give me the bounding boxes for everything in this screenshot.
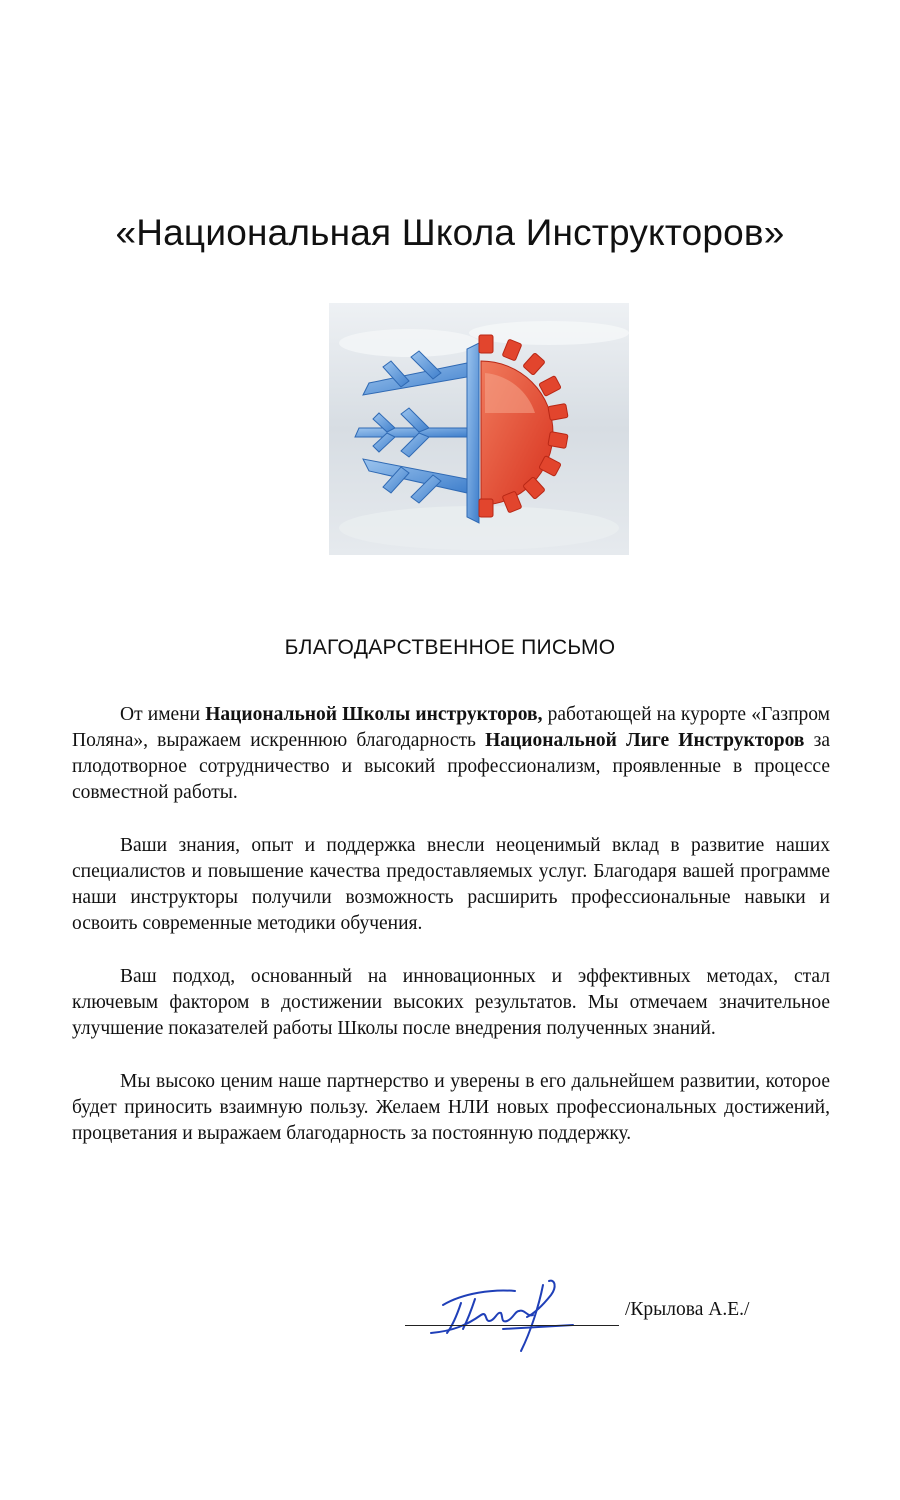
handwritten-signature	[423, 1275, 583, 1360]
paragraph-2: Ваши знания, опыт и поддержка внесли неоценимый вклад в развитие наших специалистов и повышение качества предоставляемых услуг. Благодаря вашей программе наши инструкторы получили возможность расширить профессиональные навыки и освоить современные методики обучения.	[72, 835, 830, 934]
paragraph-3: Ваш подход, основанный на инновационных и эффективных методах, стал ключевым фактором в достижении высоких результатов. Мы отмечаем значительное улучшение показателей работы Школы после внедрения полученных знаний.	[72, 966, 830, 1039]
paragraph-1	[72, 702, 830, 806]
signature-line	[405, 1325, 619, 1326]
logo	[329, 303, 629, 555]
signature-block	[405, 1275, 825, 1360]
paragraph-4: Мы высоко ценим наше партнерство и уверены в его дальнейшем развитии, которое будет приносить взаимную пользу. Желаем НЛИ новых профессиональных достижений, процветания и выражаем благодарность за постоянную поддержку.	[72, 1071, 830, 1144]
bold-text: Национальной Лиге Инструкторов	[485, 730, 805, 751]
text-run: за плодотворное сотрудничество и высокий профессионализм, проявленные в процессе совместной работы.	[72, 730, 830, 803]
bold-text: Национальной Школы инструкторов,	[205, 704, 543, 725]
text-run: работающей на курорте «Газпром Поляна», выражаем искреннюю благодарность	[72, 704, 830, 751]
snowflake-sun-emblem-icon	[329, 303, 629, 555]
signer-name: /Крылова А.Е./	[625, 1299, 750, 1320]
letter-body	[72, 702, 830, 1174]
text-run: От имени	[120, 704, 206, 725]
letter-heading: БЛАГОДАРСТВЕННОЕ ПИСЬМО	[284, 636, 616, 659]
organization-title: «Национальная Школа Инструкторов»	[115, 212, 785, 253]
